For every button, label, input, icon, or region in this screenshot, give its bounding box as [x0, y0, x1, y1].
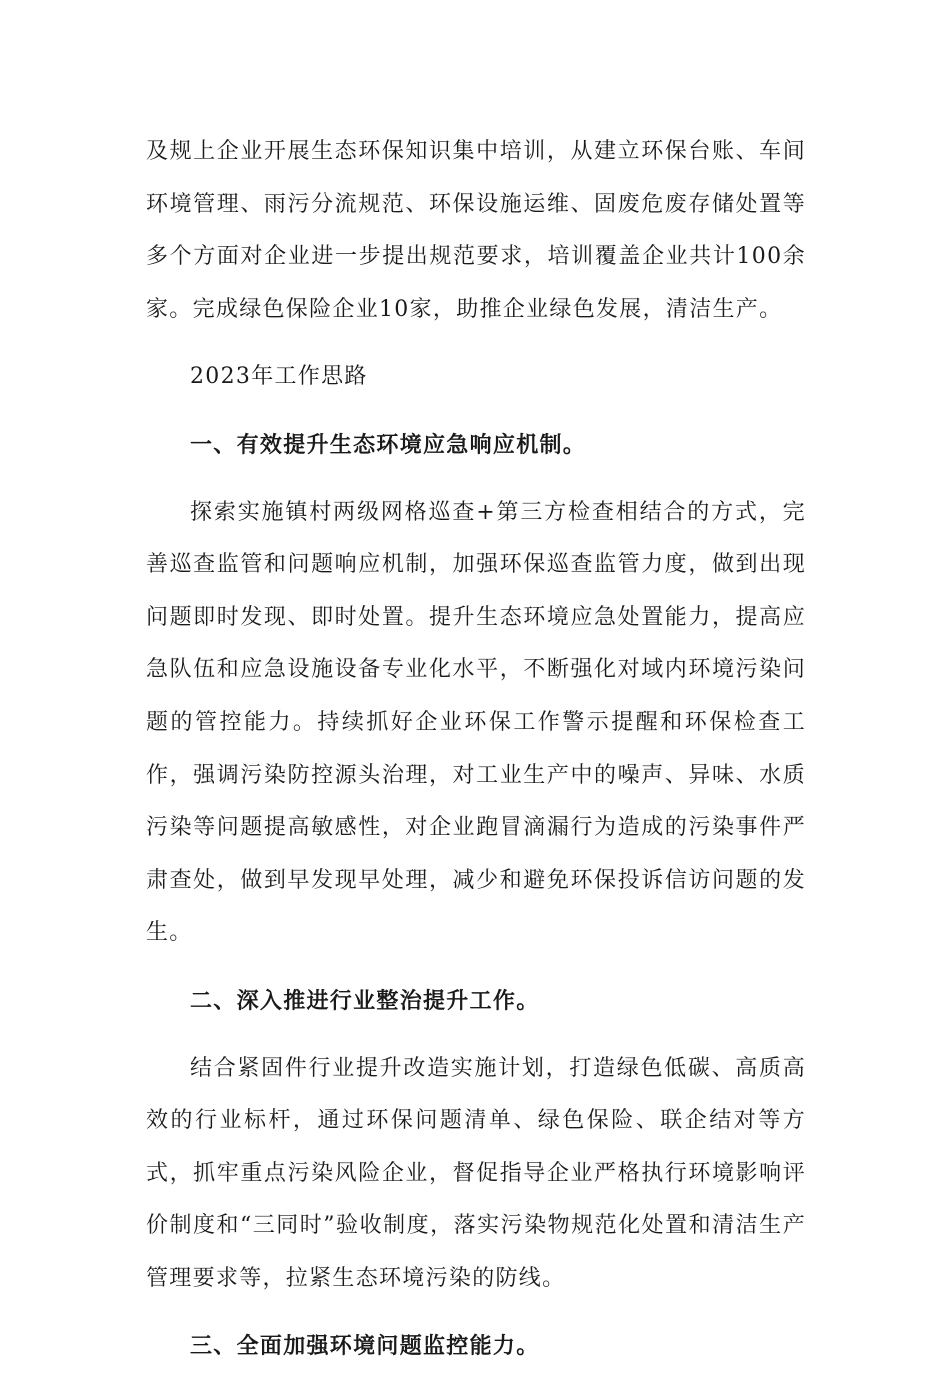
heading-2: 二、深入推进行业整治提升工作。 — [190, 987, 540, 1014]
heading-1: 一、有效提升生态环境应急响应机制。 — [190, 431, 587, 458]
section-title: 2023年工作思路 — [190, 364, 368, 390]
body-paragraph-1: 探索实施镇村两级网格巡查+第三方检查相结合的方式，完善巡查监管和问题响应机制，加强环保巡查监管力度，做到出现问题即时发现、即时处置。提升生态环境应急处置能力，提高应急队伍和应急设施设备专业化水平，不断强化对域内环境污染问题的管控能力。持续抓好企业环保工作警示提醒和环保检查工作，强调污染防控源头治理，对工业生产中的噪声、异味、水质污染等问题提高敏感性，对企业跑冒滴漏行为造成的污染事件严肃查处，做到早发现早处理，减少和避免环保投诉信访问题的发生。 — [146, 499, 806, 946]
document-page — [146, 126, 806, 1373]
intro-paragraph: 及规上企业开展生态环保知识集中培训，从建立环保台账、车间环境管理、雨污分流规范、环保设施运维、固废危废存储处置等多个方面对企业进一步提出规范要求，培训覆盖企业共计100余家。完成绿色保险企业10家，助推企业绿色发展，清洁生产。 — [146, 139, 806, 322]
heading-3: 三、全面加强环境问题监控能力。 — [190, 1333, 540, 1360]
body-paragraph-2: 结合紧固件行业提升改造实施计划，打造绿色低碳、高质高效的行业标杆，通过环保问题清单、绿色保险、联企结对等方式，抓牢重点污染风险企业，督促指导企业严格执行环境影响评价制度和“三同时”验收制度，落实污染物规范化处置和清洁生产管理要求等，拉紧生态环境污染的防线。 — [146, 1055, 806, 1291]
